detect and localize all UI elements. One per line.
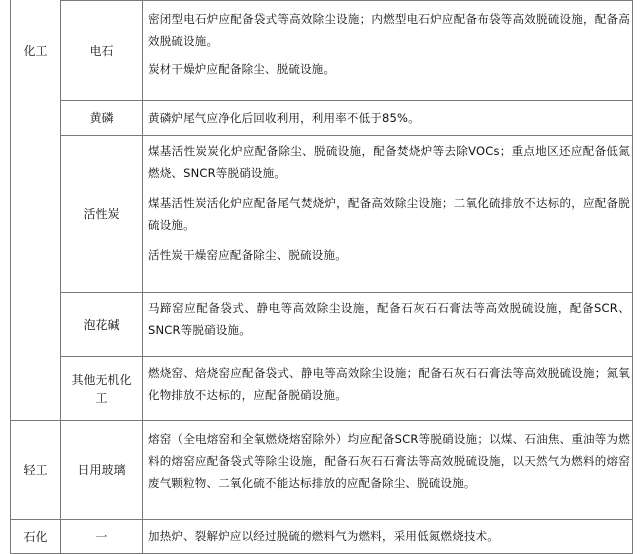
table-border	[60, 135, 633, 136]
category-label: 化工	[23, 44, 48, 58]
table-border	[60, 292, 633, 293]
item-cell	[61, 421, 142, 519]
table-border	[60, 0, 633, 1]
description-text: 煤基活性炭活化炉应配备尾气焚烧炉，配备高效除尘设施；二氧化硫排放不达标的，应配备脱硫设施。	[148, 196, 630, 232]
table-border	[60, 100, 633, 101]
item-label: 泡花碱	[83, 317, 120, 332]
description-text: 活性炭干燥窑应配备除尘、脱硫设施。	[148, 248, 347, 262]
item-cell	[61, 293, 142, 356]
item-label: 黄磷	[89, 111, 114, 125]
description-text: 熔窑（全电熔窑和全氧燃烧熔窑除外）均应配备SCR等脱硝设施；以煤、石油焦、重油等为燃料的熔窑应配备袋式等除尘设施，配备石灰石石膏法等高效脱硫设施，以天然气为燃料的熔窑废气颗粒物、二氧化硫不能达标排放的应配备除尘、脱硫设施。	[148, 432, 630, 490]
item-label: 活性炭	[83, 207, 120, 221]
table-border	[60, 356, 633, 357]
description-cell	[148, 428, 630, 494]
description-text: 炭材干燥炉应配备除尘、脱硫设施。	[148, 62, 336, 76]
category-label: 石化	[23, 529, 48, 544]
description-cell	[148, 297, 630, 341]
description-cell	[148, 140, 630, 266]
item-cell	[61, 136, 142, 292]
description-cell	[148, 525, 630, 547]
item-label: 日用玻璃	[77, 463, 126, 477]
description-text: 马蹄窑应配备袋式、静电等高效除尘设施，配备石灰石石膏法等高效脱硫设施，配备SCR、SNCR等脱硝设施。	[148, 301, 630, 337]
description-text: 密闭型电石炉应配备袋式等高效除尘设施；内燃型电石炉应配备布袋等高效脱硫设施，配备高效脱硫设施。	[148, 12, 630, 48]
description-cell	[148, 107, 630, 129]
table-border	[632, 0, 633, 554]
description-cell	[148, 8, 630, 80]
item-label: 电石	[89, 43, 114, 58]
item-cell	[61, 1, 142, 100]
item-label: 其他无机化工	[71, 372, 132, 405]
description-text: 黄磷炉尾气应净化后回收利用，利用率不低于85%。	[148, 111, 420, 125]
item-cell	[68, 357, 135, 420]
item-cell	[61, 101, 142, 135]
table-border	[142, 0, 143, 554]
item-cell	[61, 520, 142, 553]
item-label: 一	[95, 529, 108, 544]
category-label: 轻工	[23, 463, 48, 477]
category-cell	[11, 1, 60, 101]
description-cell	[148, 362, 630, 406]
category-cell	[11, 421, 60, 519]
category-cell	[11, 520, 60, 553]
description-text: 燃烧窑、焙烧窑应配备袋式、静电等高效除尘设施；配备石灰石石膏法等高效脱硫设施；氮氧化物排放不达标的，应配备脱硝设施。	[148, 366, 630, 402]
description-text: 加热炉、裂解炉应以经过脱硫的燃料气为燃料，采用低氮燃烧技术。	[148, 529, 499, 543]
description-text: 煤基活性炭炭化炉应配备除尘、脱硫设施，配备焚烧炉等去除VOCs；重点地区还应配备低氮燃烧、SNCR等脱硝设施。	[148, 144, 630, 180]
